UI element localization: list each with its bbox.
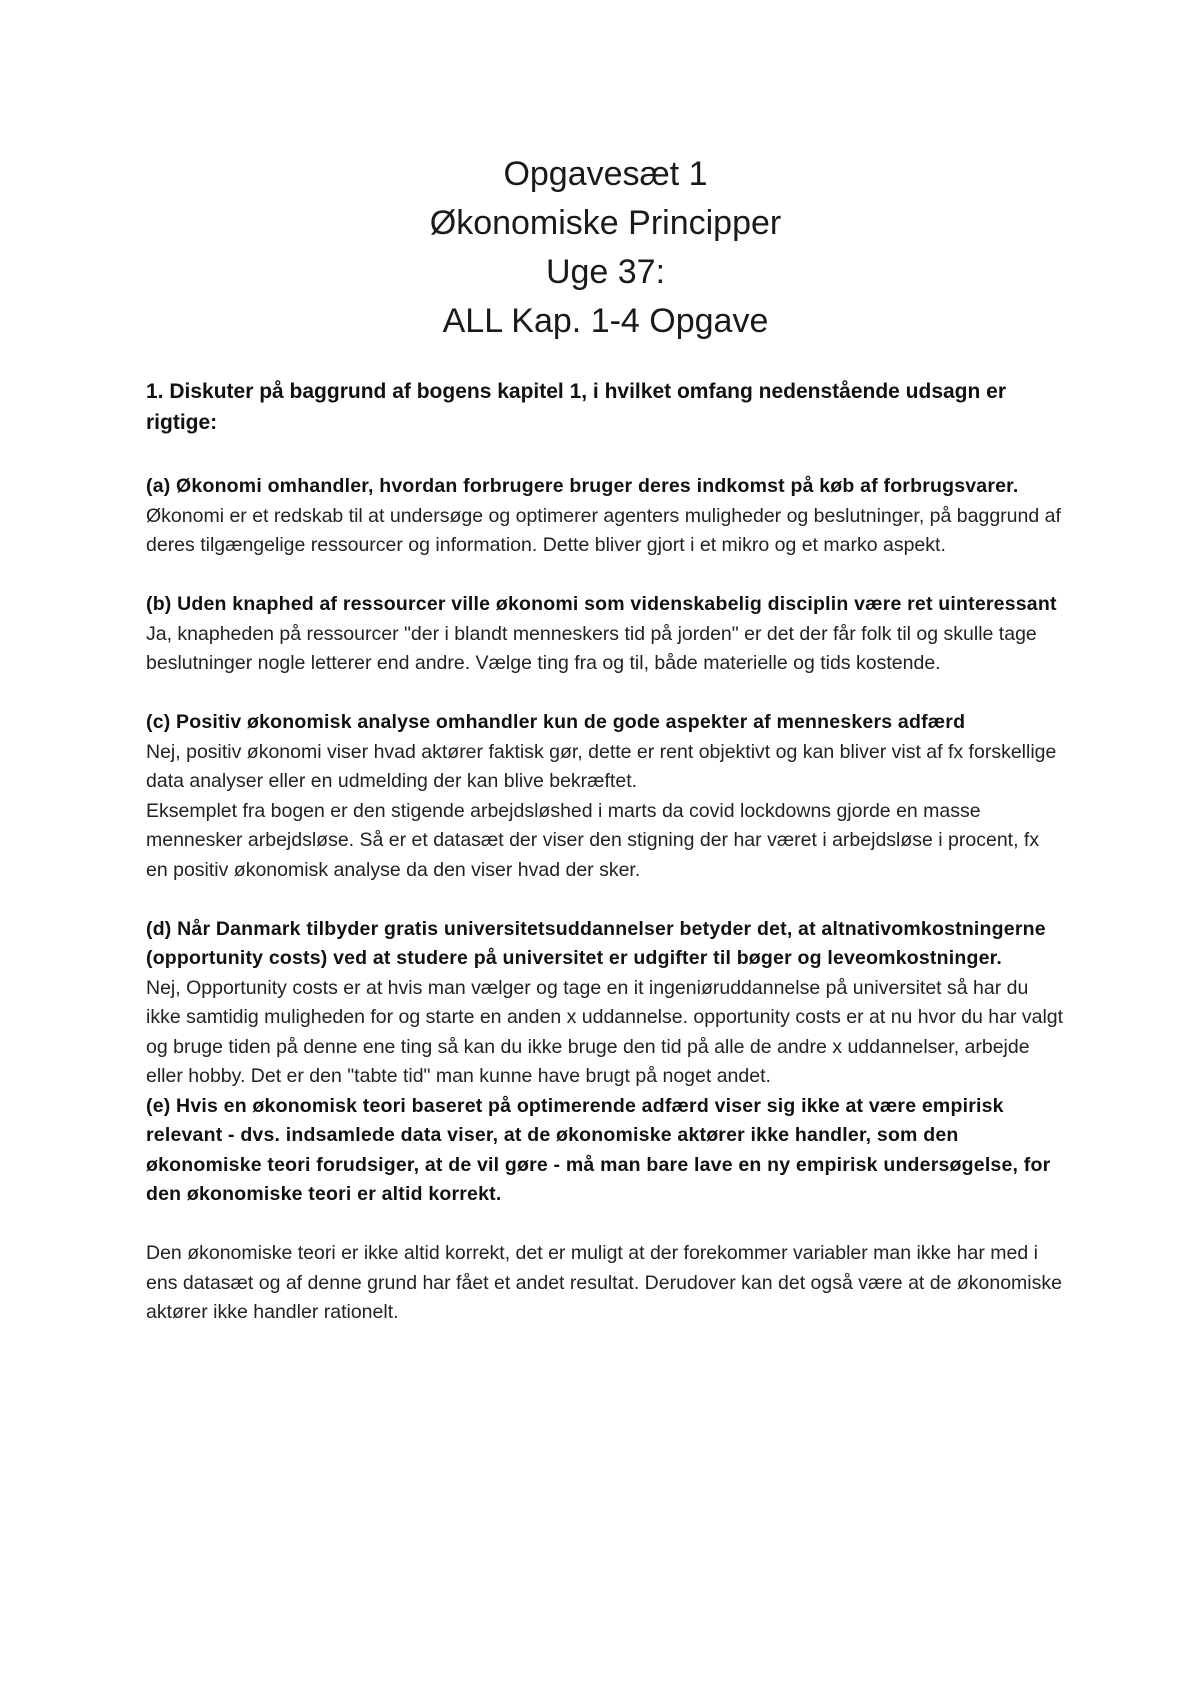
title-line-3: Uge 37:: [545, 253, 666, 291]
item-e-answer: Den økonomiske teori er ikke altid korrekt, det er muligt at der forekommer variabler man ikke har med i ens datasæt og af denne grund har fået et andet resultat. Derudover kan det også være at de økonomiske aktører ikke handler rationelt.: [146, 1242, 1062, 1323]
item-c: [146, 708, 1065, 885]
title-line-4: ALL Kap. 1-4 Opgave: [442, 302, 769, 340]
item-a-answer: Økonomi er et redskab til at undersøge og optimerer agenters muligheder og beslutninger, på baggrund af deres tilgængelige ressourcer og information. Dette bliver gjort i et mikro og et marko aspekt.: [146, 504, 1061, 556]
item-d-question: (d) Når Danmark tilbyder gratis universitetsuddannelser betyder det, at altnativomkostningerne (opportunity costs) ved at studere på universitet er udgifter til bøger og leveomkostninger.: [146, 917, 1046, 969]
title-line-1: Opgavesæt 1: [503, 155, 708, 193]
document-title: [146, 150, 1065, 346]
item-c-answer-1: Nej, positiv økonomi viser hvad aktører faktisk gør, dette er rent objektivt og kan bliver vist af fx forskellige data analyser eller en udmelding der kan blive bekræftet.: [146, 740, 1057, 792]
item-b-question: (b) Uden knaphed af ressourcer ville økonomi som videnskabelig disciplin være ret uinteressant: [146, 593, 1057, 615]
item-e: [146, 1092, 1065, 1328]
item-d: [146, 915, 1065, 1092]
item-b: [146, 590, 1065, 679]
item-c-answer-2: Eksemplet fra bogen er den stigende arbejdsløshed i marts da covid lockdowns gjorde en masse mennesker arbejdsløse. Så er et datasæt der viser den stigning der har været i arbejdsløse i procent, fx en positiv økonomisk analyse da den viser hvad der sker.: [146, 799, 1040, 881]
spacer: [146, 1210, 1065, 1240]
task-heading: 1. Diskuter på baggrund af bogens kapitel 1, i hvilket omfang nedenstående udsagn er rigtige:: [146, 380, 1007, 434]
item-b-answer: Ja, knapheden på ressourcer "der i blandt menneskers tid på jorden" er det der får folk til og skulle tage beslutninger nogle letterer end andre. Vælge ting fra og til, både materielle og tids kostende.: [146, 622, 1037, 674]
title-line-2: Økonomiske Principper: [429, 204, 782, 242]
item-c-question: (c) Positiv økonomisk analyse omhandler kun de gode aspekter af menneskers adfærd: [146, 711, 966, 733]
item-a-question: (a) Økonomi omhandler, hvordan forbrugere bruger deres indkomst på køb af forbrugsvarer.: [146, 475, 1019, 497]
item-e-question: (e) Hvis en økonomisk teori baseret på optimerende adfærd viser sig ikke at være empirisk relevant - dvs. indsamlede data viser, at de økonomiske aktører ikke handler, som den økonomiske teori forudsiger, at de vil gøre - må man bare lave en ny empirisk undersøgelse, for den økonomiske teori er altid korrekt.: [146, 1094, 1051, 1205]
item-d-answer: Nej, Opportunity costs er at hvis man vælger og tage en it ingeniøruddannelse på universitet så har du ikke samtidig muligheden for og starte en anden x uddannelse. opportunity costs er at nu hvor du har valgt og bruge tiden på denne ene ting så kan du ikke bruge den tid på alle de andre x uddannelser, arbejde eller hobby. Det er den "tabte tid" man kunne have brugt på noget andet.: [146, 976, 1064, 1087]
item-a: [146, 472, 1065, 561]
